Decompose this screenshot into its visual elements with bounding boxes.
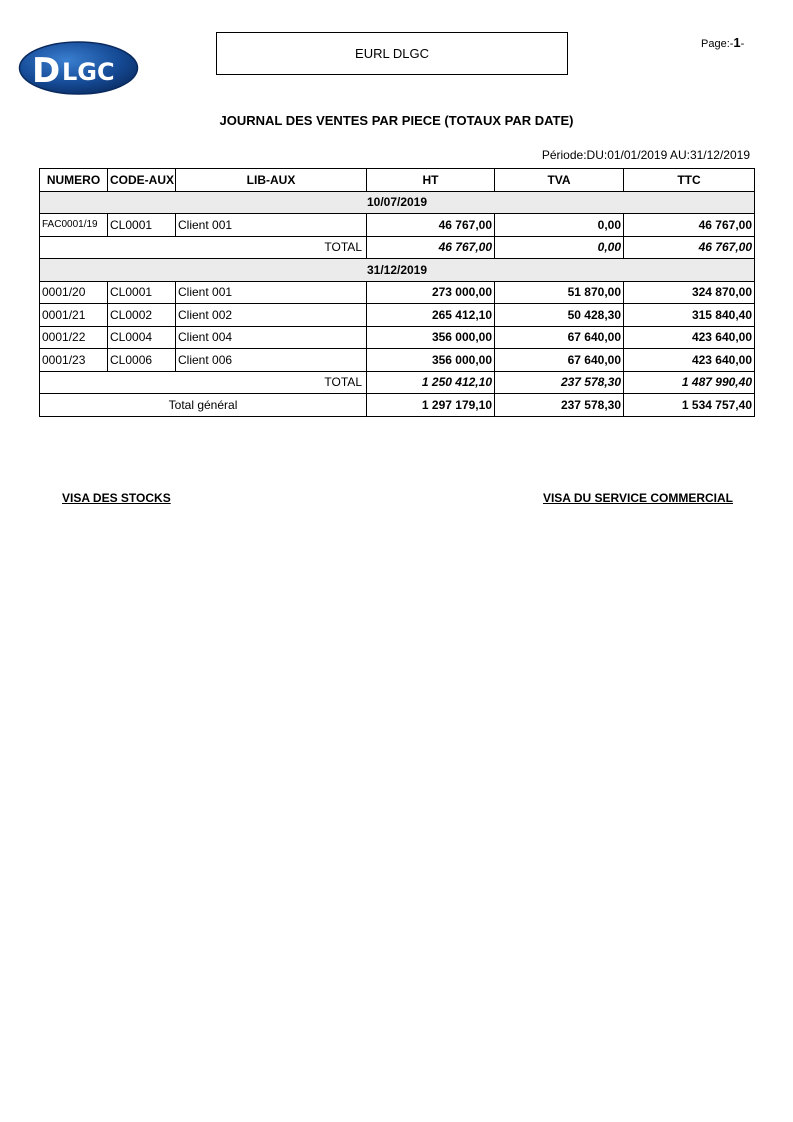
grand-total-row xyxy=(40,394,755,417)
cell-numero: 0001/22 xyxy=(40,326,108,349)
cell-code: CL0001 xyxy=(108,214,176,237)
cell-ttc: 315 840,40 xyxy=(624,304,755,327)
group-date: 10/07/2019 xyxy=(40,191,755,214)
group-date: 31/12/2019 xyxy=(40,259,755,282)
total-ttc: 1 487 990,40 xyxy=(624,371,755,394)
page-label: Page:- xyxy=(701,38,734,50)
cell-lib: Client 001 xyxy=(176,214,367,237)
cell-tva: 50 428,30 xyxy=(495,304,624,327)
total-tva: 0,00 xyxy=(495,236,624,259)
total-ht: 1 250 412,10 xyxy=(367,371,495,394)
table-row xyxy=(40,349,755,372)
total-ht: 46 767,00 xyxy=(367,236,495,259)
cell-tva: 51 870,00 xyxy=(495,281,624,304)
company-name: EURL DLGC xyxy=(355,46,429,61)
cell-ht: 46 767,00 xyxy=(367,214,495,237)
visa-commercial: VISA DU SERVICE COMMERCIAL xyxy=(542,491,733,505)
header-ttc: TTC xyxy=(624,169,755,192)
date-group-row xyxy=(40,191,755,214)
sales-journal-table xyxy=(39,168,755,417)
grand-total-tva: 237 578,30 xyxy=(495,394,624,417)
cell-numero: 0001/21 xyxy=(40,304,108,327)
total-label: TOTAL xyxy=(40,236,367,259)
cell-numero: 0001/23 xyxy=(40,349,108,372)
cell-ttc: 46 767,00 xyxy=(624,214,755,237)
cell-lib: Client 006 xyxy=(176,349,367,372)
cell-tva: 67 640,00 xyxy=(495,326,624,349)
total-ttc: 46 767,00 xyxy=(624,236,755,259)
header-code-aux: CODE-AUX xyxy=(108,169,176,192)
company-box xyxy=(216,32,568,75)
cell-ht: 273 000,00 xyxy=(367,281,495,304)
total-label: TOTAL xyxy=(40,371,367,394)
table-row xyxy=(40,281,755,304)
report-period: Période:DU:01/01/2019 AU:31/12/2019 xyxy=(541,148,750,162)
page-number-value: 1 xyxy=(733,35,741,50)
cell-ttc: 423 640,00 xyxy=(624,326,755,349)
svg-text:D: D xyxy=(32,51,61,91)
dlgc-logo xyxy=(18,40,139,96)
cell-ht: 356 000,00 xyxy=(367,349,495,372)
report-title: JOURNAL DES VENTES PAR PIECE (TOTAUX PAR DATE) xyxy=(219,113,574,128)
date-group-row xyxy=(40,259,755,282)
cell-tva: 67 640,00 xyxy=(495,349,624,372)
page-suffix: - xyxy=(740,38,745,50)
cell-code: CL0004 xyxy=(108,326,176,349)
visa-stocks: VISA DES STOCKS xyxy=(62,491,171,505)
cell-ttc: 423 640,00 xyxy=(624,349,755,372)
cell-code: CL0006 xyxy=(108,349,176,372)
grand-total-ttc: 1 534 757,40 xyxy=(624,394,755,417)
table-row xyxy=(40,214,755,237)
table-header-row xyxy=(40,169,755,192)
grand-total-label: Total général xyxy=(40,394,367,417)
svg-text:LGC: LGC xyxy=(62,58,115,86)
cell-numero: FAC0001/19 xyxy=(40,214,108,237)
header-tva: TVA xyxy=(495,169,624,192)
cell-tva: 0,00 xyxy=(495,214,624,237)
cell-lib: Client 001 xyxy=(176,281,367,304)
header-ht: HT xyxy=(367,169,495,192)
table-row xyxy=(40,304,755,327)
cell-ttc: 324 870,00 xyxy=(624,281,755,304)
cell-code: CL0002 xyxy=(108,304,176,327)
cell-ht: 356 000,00 xyxy=(367,326,495,349)
cell-code: CL0001 xyxy=(108,281,176,304)
header-lib-aux: LIB-AUX xyxy=(176,169,367,192)
grand-total-ht: 1 297 179,10 xyxy=(367,394,495,417)
total-tva: 237 578,30 xyxy=(495,371,624,394)
cell-lib: Client 002 xyxy=(176,304,367,327)
cell-ht: 265 412,10 xyxy=(367,304,495,327)
page-number xyxy=(701,35,744,50)
header-numero: NUMERO xyxy=(40,169,108,192)
group-total-row xyxy=(40,371,755,394)
cell-numero: 0001/20 xyxy=(40,281,108,304)
cell-lib: Client 004 xyxy=(176,326,367,349)
table-row xyxy=(40,326,755,349)
group-total-row xyxy=(40,236,755,259)
